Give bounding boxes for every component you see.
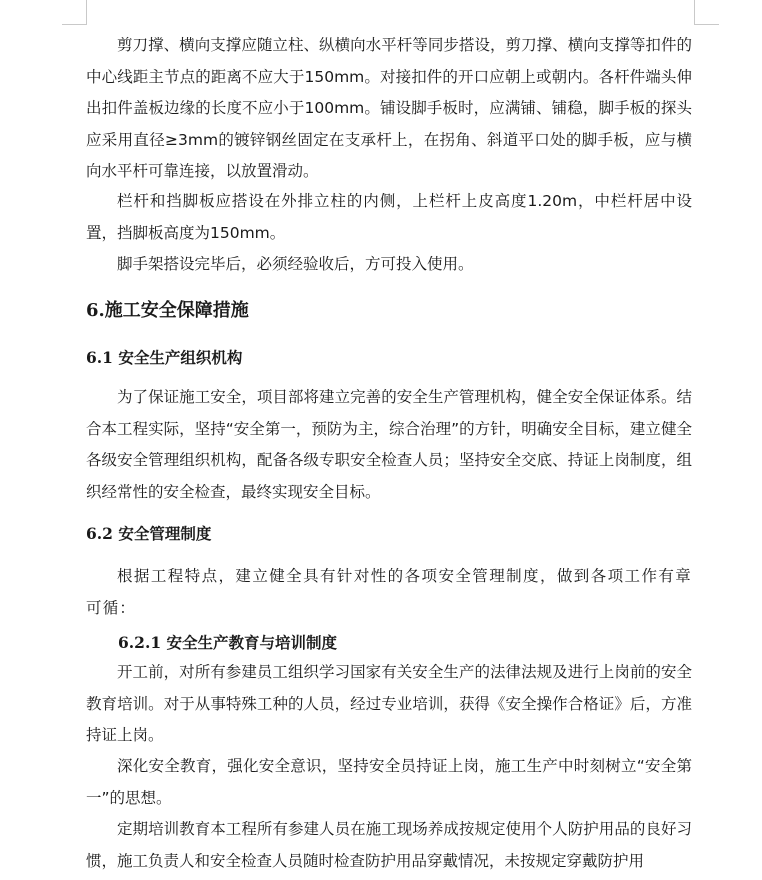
heading-section-6-2-1: 6.2.1 安全生产教育与培训制度 xyxy=(118,633,338,652)
paragraph-management-rules: 根据工程特点，建立健全具有针对性的各项安全管理制度，做到各项工作有章可循： xyxy=(86,567,692,617)
paragraph-pre-construction-training: 开工前，对所有参建员工组织学习国家有关安全生产的法律法规及进行上岗前的安全教育培训。对于从事特殊工种的人员，经过专业培训，获得《安全操作合格证》后，方准持证上岗。 xyxy=(86,663,692,744)
heading-section-6: 6.施工安全保障措施 xyxy=(86,300,249,321)
paragraph-deepen-education: 深化安全教育，强化安全意识，坚持安全员持证上岗，施工生产中时刻树立“安全第一”的思想。 xyxy=(86,757,692,807)
paragraph-scaffold-bracing: 剪刀撑、横向支撑应随立柱、纵横向水平杆等同步搭设，剪刀撑、横向支撑等扣件的中心线距主节点的距离不应大于150mm。对接扣件的开口应朝上或朝内。各杆件端头伸出扣件盖板边缘的长度不应小于100mm。铺设脚手板时，应满铺、铺稳，脚手板的探头应采用直径≥3mm的镀锌钢丝固定在支承杆上，在拐角、斜道平口处的脚手板，应与横向水平杆可靠连接，以放置滑动。 xyxy=(86,36,692,180)
paragraph-regular-training: 定期培训教育本工程所有参建人员在施工现场养成按规定使用个人防护用品的良好习惯，施工负责人和安全检查人员随时检查防护用品穿戴情况，未按规定穿戴防护用 xyxy=(86,820,692,870)
heading-section-6-2: 6.2 安全管理制度 xyxy=(86,524,212,543)
margin-corner-left xyxy=(86,0,87,24)
heading-section-6-1: 6.1 安全生产组织机构 xyxy=(86,348,243,367)
paragraph-acceptance: 脚手架搭设完毕后，必须经验收后，方可投入使用。 xyxy=(117,255,474,273)
margin-corner-right xyxy=(694,0,695,24)
margin-corner-left-h xyxy=(62,24,87,25)
margin-corner-right-h xyxy=(694,24,719,25)
paragraph-organization: 为了保证施工安全，项目部将建立完善的安全生产管理机构，健全安全保证体系。结合本工程实际，坚持“安全第一，预防为主，综合治理”的方针，明确安全目标，建立健全各级安全管理组织机构，配备各级专职安全检查人员；坚持安全交底、持证上岗制度，组织经常性的安全检查，最终实现安全目标。 xyxy=(86,388,692,501)
paragraph-railing: 栏杆和挡脚板应搭设在外排立柱的内侧，上栏杆上皮高度1.20m，中栏杆居中设置，挡脚板高度为150mm。 xyxy=(86,192,692,242)
